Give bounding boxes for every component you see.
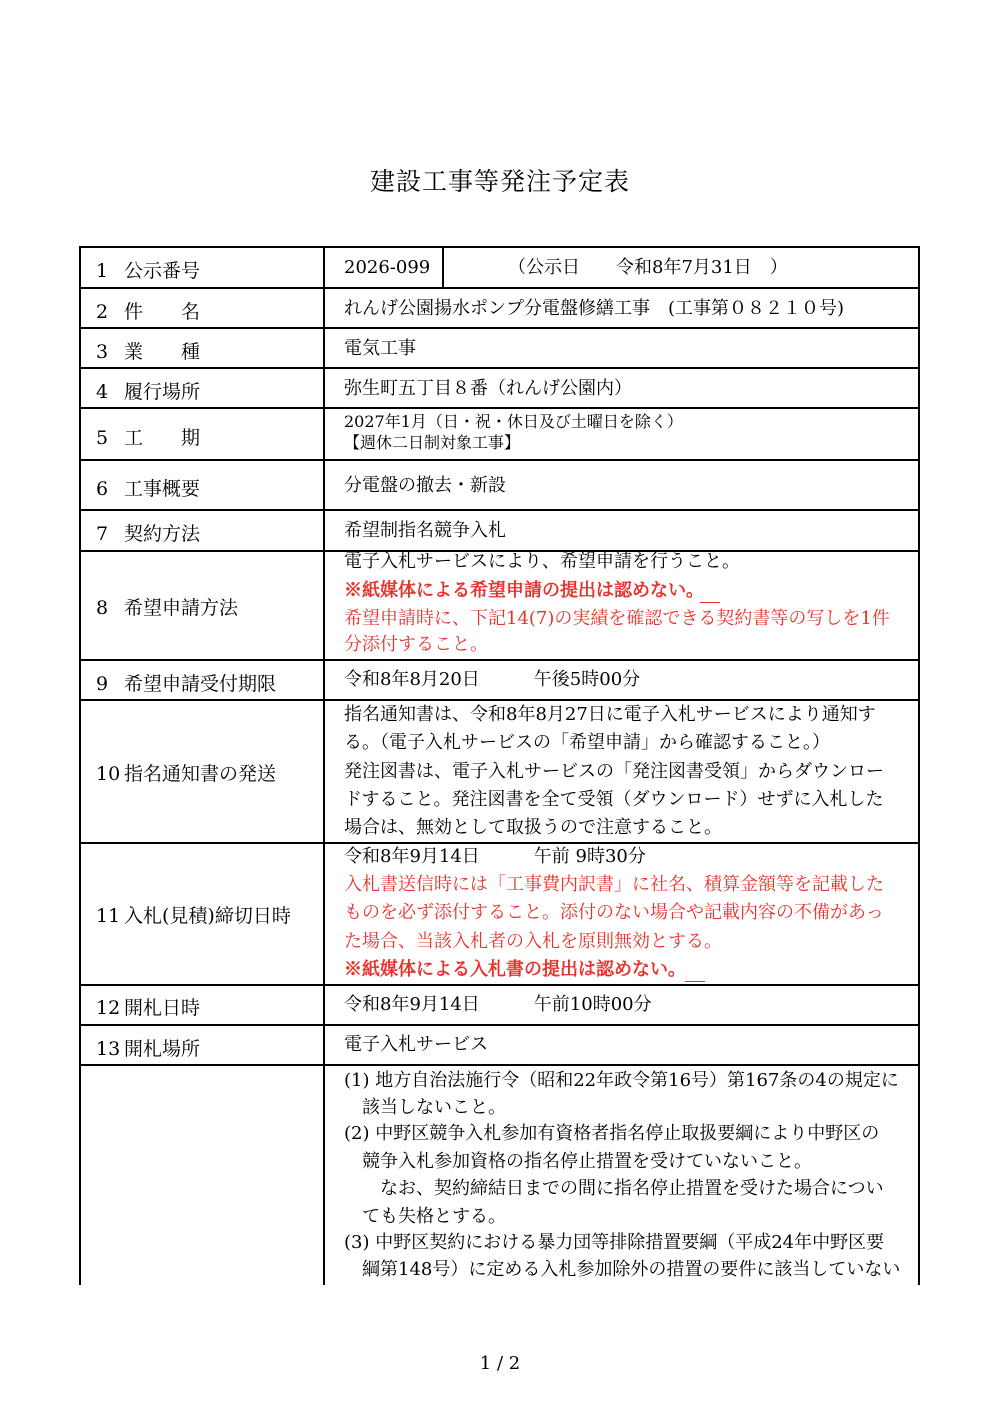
shinsei-line-3: 希望申請時に、下記14(7)の実績を確認できる契約書等の写しを1件: [344, 608, 890, 629]
row-label-4: 4 履行場所: [96, 381, 201, 403]
table-border-mid: [323, 246, 325, 1285]
table-border-right: [918, 246, 920, 1285]
row-divider: [79, 1064, 920, 1066]
condition-line-7: (3) 中野区契約における暴力団等排除措置要綱（平成24年中野区要: [344, 1232, 885, 1253]
condition-line-2: 該当しないこと。: [362, 1097, 506, 1118]
row-divider: [79, 407, 920, 409]
row-divider: [79, 509, 920, 511]
kaisatsu-nichiji: 令和8年9月14日 午前10時00分: [344, 994, 652, 1015]
row-label-8: 8 希望申請方法: [96, 597, 239, 619]
shinsei-line-1: 電子入札サービスにより、希望申請を行うこと。: [344, 551, 740, 572]
row-divider: [79, 1024, 920, 1026]
row-divider: [79, 984, 920, 986]
row-label-3: 3 業 種: [96, 341, 201, 363]
table-border-top: [79, 246, 920, 248]
kouki-line-1: 2027年1月（日・祝・休日及び土曜日を除く）: [344, 412, 683, 431]
shimekiri-line-4: た場合、当該入札者の入札を原則無効とする。: [344, 931, 722, 952]
shinsei-line-4: 分添付すること。: [344, 634, 488, 655]
kouji-number: 2026-099: [344, 257, 431, 278]
condition-line-3: (2) 中野区競争入札参加有資格者指名停止取扱要綱により中野区の: [344, 1123, 880, 1144]
shinsei-line-2: ※紙媒体による希望申請の提出は認めない。: [344, 580, 704, 601]
row-label-5: 5 工 期: [96, 427, 201, 449]
row-label-6: 6 工事概要: [96, 478, 201, 500]
shimekiri-line-5: ※紙媒体による入札書の提出は認めない。: [344, 959, 686, 980]
row-divider: [79, 367, 920, 369]
page-number: 1 / 2: [479, 1353, 521, 1374]
row-divider: [79, 327, 920, 329]
kenmei: れんげ公園揚水ポンプ分電盤修繕工事 (工事第０８２１０号): [344, 298, 845, 319]
kaisatsu-basho: 電子入札サービス: [344, 1034, 488, 1055]
page-title: 建設工事等発注予定表: [369, 167, 630, 196]
kouji-gaiyou: 分電盤の撤去・新設: [344, 475, 506, 496]
row-divider: [79, 287, 920, 289]
gyoushu: 電気工事: [344, 338, 416, 359]
kouki-line-2: 【週休二日制対象工事】: [344, 433, 521, 452]
row-label-12: 12 開札日時: [96, 997, 201, 1019]
condition-line-6: ても失格とする。: [362, 1206, 506, 1227]
row-label-11: 11 入札(見積)締切日時: [96, 905, 291, 927]
row-label-13: 13 開札場所: [96, 1038, 201, 1060]
shimekiri-line-3: ものを必ず添付すること。添付のない場合や記載内容の不備があっ: [344, 902, 884, 923]
row-label-1: 1 公示番号: [96, 260, 201, 282]
tsuuchi-line-3: 発注図書は、電子入札サービスの「発注図書受領」からダウンロー: [344, 761, 884, 782]
kouji-number-box-border: [442, 246, 444, 289]
keiyaku-houhou: 希望制指名競争入札: [344, 520, 506, 541]
row-divider: [79, 459, 920, 461]
shinsei-underline: [700, 602, 720, 603]
tsuuchi-line-4: ドすること。発注図書を全て受領（ダウンロード）せずに入札した: [344, 789, 884, 810]
shinsei-kigen: 令和8年8月20日 午後5時00分: [344, 669, 641, 690]
row-label-9: 9 希望申請受付期限: [96, 673, 277, 695]
shimekiri-underline: [685, 981, 705, 982]
condition-line-8: 綱第148号）に定める入札参加除外の措置の要件に該当していない: [362, 1259, 901, 1280]
condition-line-1: (1) 地方自治法施行令（昭和22年政令第16号）第167条の4の規定に: [344, 1070, 899, 1091]
row-label-10: 10 指名通知書の発送: [96, 763, 277, 785]
tsuuchi-line-5: 場合は、無効として取扱うので注意すること。: [344, 817, 722, 838]
condition-line-4: 競争入札参加資格の指名停止措置を受けていないこと。: [362, 1151, 812, 1172]
row-divider: [79, 659, 920, 661]
condition-line-5: なお、契約締結日までの間に指名停止措置を受けた場合につい: [380, 1178, 884, 1199]
row-label-2: 2 件 名: [96, 301, 201, 323]
shimekiri-line-2: 入札書送信時には「工事費内訳書」に社名、積算金額等を記載した: [344, 874, 884, 895]
tsuuchi-line-2: る。（電子入札サービスの「希望申請」から確認すること。）: [344, 732, 830, 753]
tsuuchi-line-1: 指名通知書は、令和8年8月27日に電子入札サービスにより通知す: [344, 704, 876, 725]
row-label-7: 7 契約方法: [96, 523, 201, 545]
koujibi: （公示日 令和8年7月31日 ）: [508, 257, 788, 278]
table-border-left: [79, 246, 81, 1285]
shimekiri-line-1: 令和8年9月14日 午前 9時30分: [344, 846, 646, 867]
rikou-basho: 弥生町五丁目８番（れんげ公園内）: [344, 378, 632, 399]
